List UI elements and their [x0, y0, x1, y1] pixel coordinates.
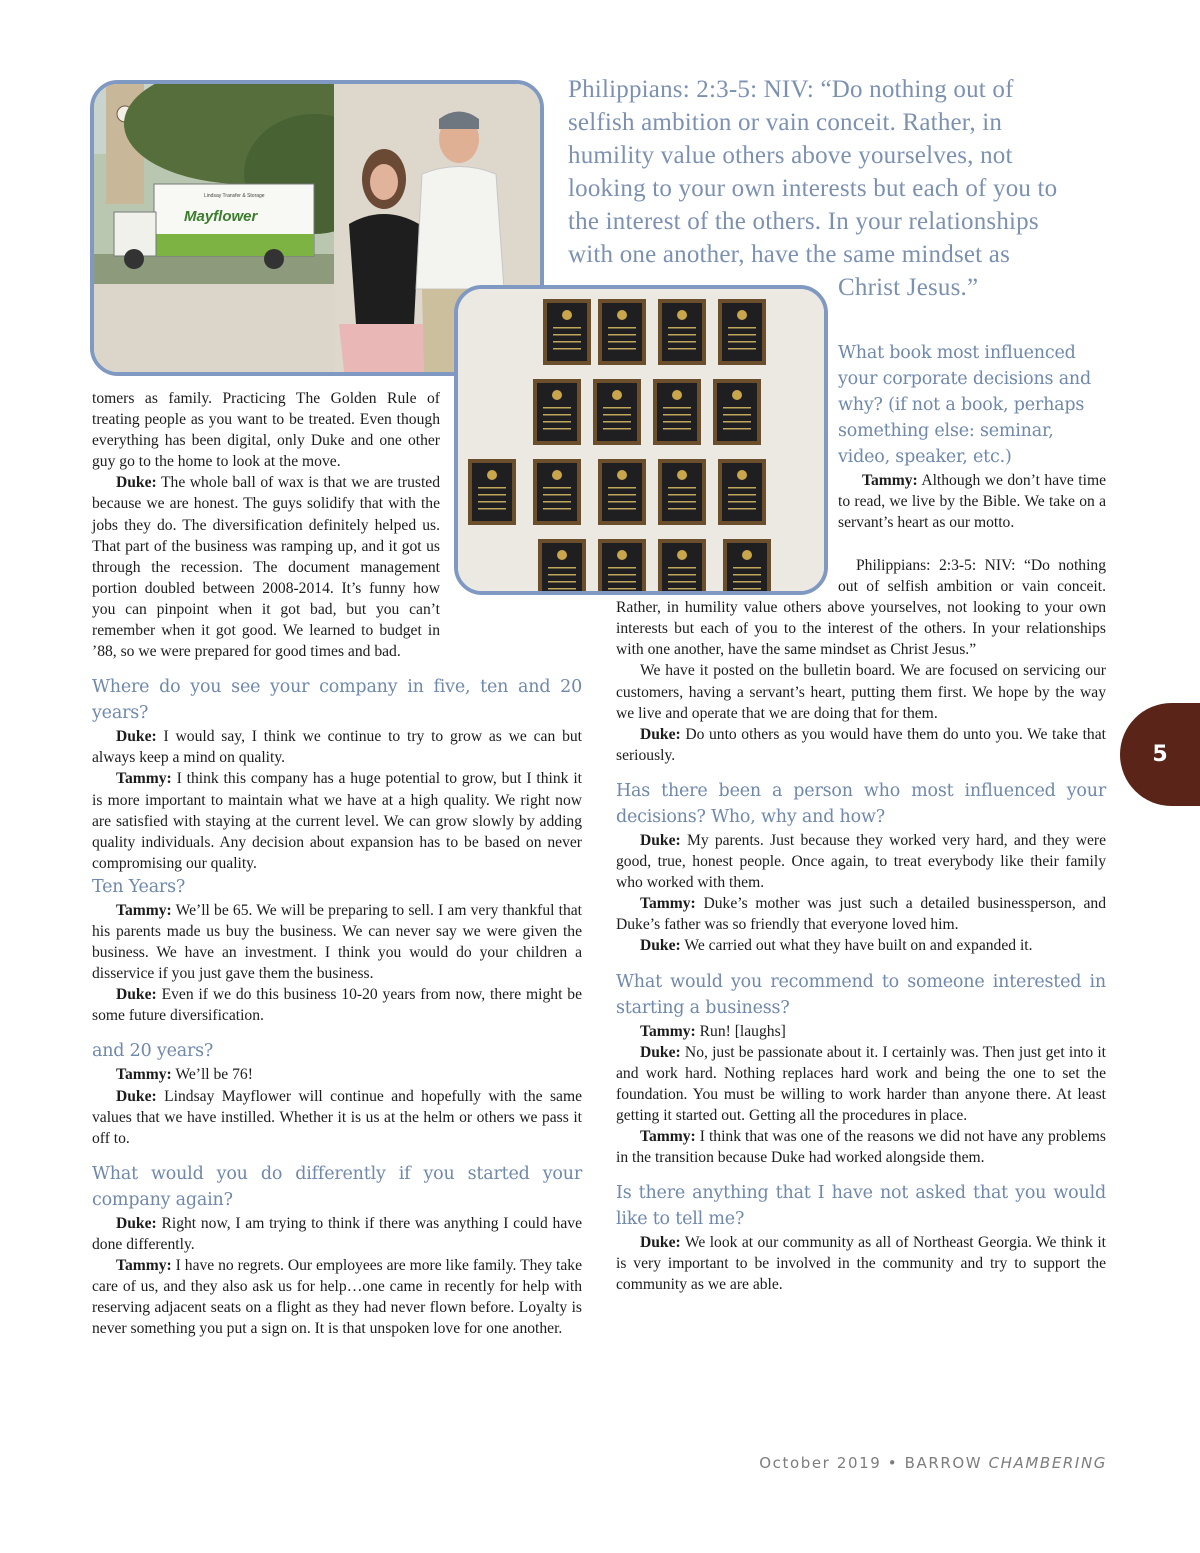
plaque — [713, 379, 761, 445]
paragraph — [616, 1042, 1106, 1126]
plaque — [658, 459, 706, 525]
speaker-label: Tammy: — [640, 1127, 696, 1145]
speaker-label: Tammy: — [116, 1257, 172, 1274]
question-heading: Where do you see your company in five, ten and 20 years? — [92, 677, 582, 724]
pull-quote-line: humility value others above yourselves, not — [568, 142, 1013, 169]
answer-text: No, just be passionate about it. I certainly was. Then just get into it and work hard. Nothing replaces hard work and being the one to set the foundation. You must be willing to work harder than anyone there. At least getting it started out. Getting all the procedures in place. — [616, 1043, 1106, 1124]
question-heading: What would you recommend to someone interested in starting a business? — [616, 971, 1106, 1018]
plaque — [598, 299, 646, 365]
speaker-label: Tammy: — [116, 901, 172, 919]
paragraph: We have it posted on the bulletin board. We are focused on servicing our customers, having a servant’s heart, putting them first. We hope by the way we live and operate that we are doing that for them. — [616, 662, 1106, 722]
answer-text: Duke’s mother was just such a detailed businessperson, and Duke’s father was so friendly that everyone loved him. — [616, 895, 1106, 934]
truck-small-text: Lindsay Transfer & Storage — [204, 193, 265, 199]
paragraph — [616, 830, 1106, 893]
paragraph — [616, 724, 1106, 766]
speaker-label: Duke: — [116, 728, 157, 746]
page-footer — [759, 1454, 1107, 1472]
pull-quote-line: Philippians: 2:3-5: NIV: “Do nothing out of — [568, 76, 1014, 103]
question-heading: What book most influenced your corporate decisions and why? (if not a book, perhaps something else: seminar, video, speaker, etc.) — [838, 343, 1092, 467]
right-column — [616, 555, 1106, 1295]
paragraph — [616, 1021, 1106, 1042]
pull-quote-line: looking to your own interests but each of you to — [568, 175, 1058, 202]
paragraph — [616, 893, 1106, 935]
paragraph — [92, 984, 582, 1026]
question-heading: Has there been a person who most influenced your decisions? Who, why and how? — [616, 780, 1106, 827]
truck-brand-text: Mayflower — [184, 208, 258, 225]
plaque — [718, 299, 766, 365]
speaker-label: Tammy: — [862, 472, 918, 489]
answer-text: Do unto others as you would have them do unto you. We take that seriously. — [616, 725, 1106, 764]
answer-text: We look at our community as all of Northeast Georgia. We think it is very important to be involved in the community and try to support the community as we are able. — [616, 1234, 1106, 1294]
footer-publication-name: CHAMBERING — [988, 1454, 1107, 1472]
pull-quote — [568, 73, 1168, 304]
speaker-label: Tammy: — [640, 1022, 696, 1040]
speaker-label: Tammy: — [116, 1066, 172, 1084]
answer-text: I have no regrets. Our employees are more like family. They take care of us, and they also ask us for help…one came in recently for help with reserving adjacent seats on a flight as they had never flown before. Loyalty is never something you put a sign on. It is that unspoken love for one another. — [92, 1257, 582, 1338]
speaker-label: Tammy: — [116, 770, 172, 788]
photo-wrap-spacer — [440, 388, 582, 623]
answer-text: We’ll be 65. We will be preparing to sell. I am very thankful that his parents made us buy the business. We can never say we were given the business. We have an investment. I think you would do your children a disservice if you just gave them the business. — [92, 901, 582, 983]
photo-wrap-spacer — [616, 555, 838, 597]
plaque — [718, 459, 766, 525]
speaker-label: Duke: — [116, 1214, 157, 1232]
plaque — [658, 299, 706, 365]
answer-text: I think this company has a huge potential to grow, but I think it is more important to maintain what we have at a high quality. We right now are satisfied with staying at the current level. We can grow slowly by adding quality individuals. Any decision about expansion has to be based on never compromising our quality. — [92, 770, 582, 872]
pull-quote-line: Christ Jesus.” — [838, 274, 979, 301]
speaker-label: Duke: — [640, 1043, 681, 1061]
speaker-label: Duke: — [116, 474, 157, 492]
paragraph — [616, 1232, 1106, 1295]
plaque — [543, 299, 591, 365]
answer-text: I would say, I think we continue to try to grow as we can but always keep a mind on quality. — [92, 728, 582, 767]
paragraph — [838, 470, 1106, 533]
answer-text: Although we don’t have time to read, we live by the Bible. We take on a servant’s heart as our motto. — [838, 472, 1106, 532]
answer-text: Lindsay Mayflower will continue and hopefully with the same values that we have instilled. Whether it is us at the helm or others we pass it off to. — [92, 1087, 582, 1147]
pull-quote-line: the interest of the others. In your relationships — [568, 208, 1039, 235]
speaker-label: Duke: — [116, 986, 157, 1004]
paragraph: Philippians: 2:3-5: NIV: “Do nothing out of selfish ambition or vain conceit. Rather, in humility value others above yourselves, not looking to your own interests but each of you to the interest of the others. In your relationships with one another, have the same mindset as Christ Jesus.” — [616, 557, 1106, 659]
right-column-top — [838, 340, 1106, 533]
speaker-label: Duke: — [640, 937, 681, 955]
answer-text: We’ll be 76! — [171, 1066, 253, 1084]
speaker-label: Duke: — [640, 725, 681, 743]
question-heading: Is there anything that I have not asked that you would like to tell me? — [616, 1183, 1106, 1230]
answer-text: Right now, I am trying to think if there was anything I could have done differently. — [92, 1214, 582, 1253]
question-heading: What would you do differently if you started your company again? — [92, 1163, 582, 1210]
footer-date-publication: October 2019 • BARROW — [759, 1454, 989, 1472]
plaque — [653, 379, 701, 445]
page-number-tab — [1120, 703, 1200, 806]
page-number: 5 — [1152, 742, 1168, 767]
answer-text: Run! [laughs] — [695, 1022, 786, 1040]
paragraph — [616, 1126, 1106, 1168]
paragraph — [92, 1255, 582, 1339]
speaker-label: Duke: — [640, 831, 681, 849]
paragraph — [616, 935, 1106, 956]
pull-quote-line: with one another, have the same mindset as — [568, 241, 1010, 268]
paragraph — [92, 1213, 582, 1255]
speaker-label: Tammy: — [640, 895, 696, 913]
paragraph: tomers as family. Practicing The Golden Rule of treating people as you want to be treated. Even though everything has been digital, only Duke and one other guy go to the home to look at the move. — [92, 390, 440, 471]
paragraph — [92, 1086, 582, 1149]
paragraph — [92, 900, 582, 984]
pull-quote-line: selfish ambition or vain conceit. Rather, in — [568, 109, 1003, 136]
paragraph — [92, 768, 582, 873]
left-column — [92, 388, 582, 1339]
answer-text: The whole ball of wax is that we are trusted because we are honest. The guys solidify that with the jobs they do. The diversification definitely helped us. That part of the business was ramping up, and it got us through the recession. The document management portion doubled between 2008-2014. It’s funny how you can pinpoint when it got bad, but you can’t remember when it got good. We learned to budget in ’88, so we were prepared for good times and bad. — [92, 474, 440, 661]
paragraph — [92, 1064, 582, 1085]
answer-text: Even if we do this business 10-20 years from now, there might be some future diversification. — [92, 986, 582, 1025]
answer-text: We carried out what they have built on and expanded it. — [680, 937, 1033, 955]
plaque — [593, 379, 641, 445]
speaker-label: Duke: — [640, 1234, 681, 1252]
answer-text: I think that was one of the reasons we did not have any problems in the transition because Duke had worked alongside them. — [616, 1127, 1106, 1167]
question-heading: and 20 years? — [92, 1041, 214, 1062]
paragraph — [92, 726, 582, 768]
question-heading: Ten Years? — [92, 876, 186, 897]
plaque — [598, 459, 646, 525]
answer-text: My parents. Just because they worked very hard, and they were good, true, honest people. Once again, to treat everybody like their family who worked with them. — [616, 831, 1106, 892]
speaker-label: Duke: — [116, 1087, 157, 1105]
